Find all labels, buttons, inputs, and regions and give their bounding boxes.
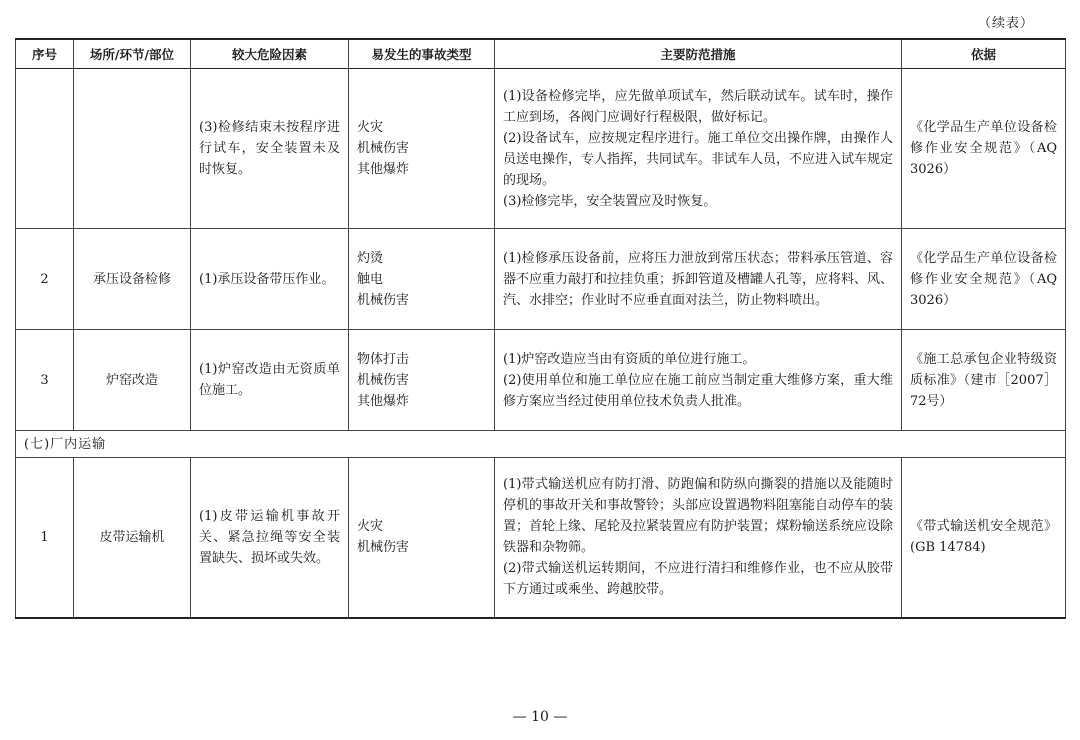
accident-type: 机械伤害 <box>357 540 410 556</box>
accident-type: 物体打击 <box>357 351 410 367</box>
header-basis: 依据 <box>902 39 1066 69</box>
accident-type: 其他爆炸 <box>357 162 410 177</box>
measure-item: (1)检修承压设备前，应将压力泄放到常压状态；带料承压管道、容器不应重力敲打和拉挂负重；拆卸管道及槽罐人孔等，应将料、风、汽、水排空；作业时不应垂直面对法兰，防止物料喷出。 <box>503 250 894 308</box>
cell-accidents <box>349 458 495 618</box>
page-number: — 10 — <box>512 709 568 725</box>
table-row <box>16 69 1066 229</box>
table-row <box>16 458 1066 618</box>
measure-item: (1)设备检修完毕，应先做单项试车，然后联动试车。试车时，操作工应到场，各阀门应调好行程极限，做好标记。 <box>503 88 893 125</box>
accident-type: 灼烫 <box>357 250 384 266</box>
accident-type: 火灾 <box>357 519 384 535</box>
measure-item: (2)使用单位和施工单位应在施工前应当制定重大维修方案，重大维修方案应当经过使用单位技术负责人批准。 <box>503 372 893 409</box>
accident-type: 机械伤害 <box>357 141 410 156</box>
section-row <box>16 431 1066 458</box>
accident-type: 触电 <box>357 271 384 287</box>
cell-place: 皮带运输机 <box>74 458 191 618</box>
measure-item: (2)带式输送机运转期间，不应进行清扫和维修作业，也不应从胶带下方通过或乘坐、跨越胶带。 <box>503 561 893 598</box>
measure-item: (1)带式输送机应有防打滑、防跑偏和防纵向撕裂的措施以及能随时停机的事故开关和事故警铃；头部应设置遇物料阻塞能自动停车的装置；首轮上缘、尾轮及拉紧装置应有防护装置；煤粉输送系统应设除铁器和杂物筛。 <box>503 477 894 556</box>
cell-no <box>16 69 74 229</box>
continuation-note: （续表） <box>977 16 1034 31</box>
accident-type: 机械伤害 <box>357 292 410 308</box>
cell-no: 2 <box>16 229 74 330</box>
cell-hazard: (1)炉窑改造由无资质单位施工。 <box>191 330 349 431</box>
cell-hazard: (3)检修结束未按程序进行试车，安全装置未及时恢复。 <box>191 69 349 229</box>
cell-place: 炉窑改造 <box>74 330 191 431</box>
cell-accidents <box>349 229 495 330</box>
cell-hazard: (1)承压设备带压作业。 <box>191 229 349 330</box>
cell-accidents <box>349 69 495 229</box>
header-hazard: 较大危险因素 <box>191 39 349 69</box>
cell-measures <box>495 229 902 330</box>
cell-basis: 《带式输送机安全规范》(GB 14784) <box>902 458 1066 618</box>
accident-type: 机械伤害 <box>357 372 410 388</box>
header-no: 序号 <box>16 39 74 69</box>
measure-item: (1)炉窑改造应当由有资质的单位进行施工。 <box>503 351 756 367</box>
header-row <box>16 39 1066 69</box>
cell-measures <box>495 69 902 229</box>
cell-place <box>74 69 191 229</box>
cell-measures <box>495 458 902 618</box>
header-measures: 主要防范措施 <box>495 39 902 69</box>
cell-basis: 《施工总承包企业特级资质标准》（建市［2007］72号） <box>902 330 1066 431</box>
table-row <box>16 330 1066 431</box>
measure-item: (3)检修完毕，安全装置应及时恢复。 <box>503 193 717 209</box>
cell-basis: 《化学品生产单位设备检修作业安全规范》（AQ 3026） <box>902 69 1066 229</box>
cell-accidents <box>349 330 495 431</box>
accident-type: 火灾 <box>357 120 384 135</box>
cell-measures <box>495 330 902 431</box>
table-row <box>16 229 1066 330</box>
cell-hazard: (1)皮带运输机事故开关、紧急拉绳等安全装置缺失、损坏或失效。 <box>191 458 349 618</box>
cell-basis: 《化学品生产单位设备检修作业安全规范》（AQ 3026） <box>902 229 1066 330</box>
cell-place: 承压设备检修 <box>74 229 191 330</box>
cell-no: 1 <box>16 458 74 618</box>
section-title: (七)厂内运输 <box>16 431 1066 458</box>
header-accident-type: 易发生的事故类型 <box>349 39 495 69</box>
header-place: 场所/环节/部位 <box>74 39 191 69</box>
measure-item: (2)设备试车，应按规定程序进行。施工单位交出操作牌，由操作人员送电操作，专人指挥，共同试车。非试车人员，不应进入试车规定的现场。 <box>503 130 894 188</box>
cell-no: 3 <box>16 330 74 431</box>
accident-type: 其他爆炸 <box>357 393 410 409</box>
hazard-table <box>15 38 1066 619</box>
